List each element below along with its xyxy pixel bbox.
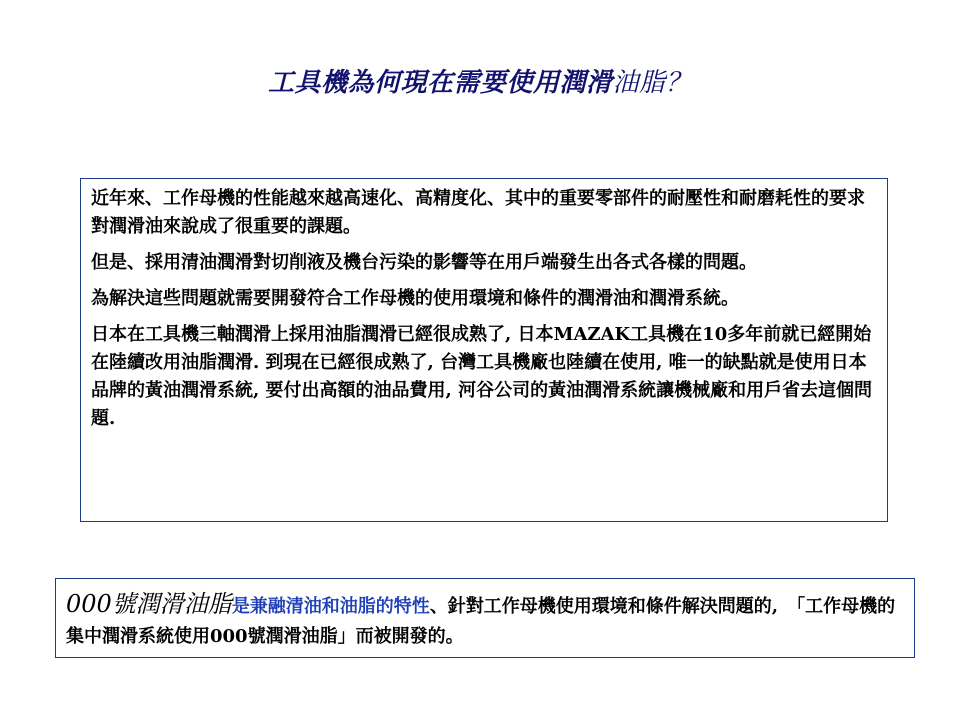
slide-title-tail: 油脂？	[612, 68, 693, 98]
paragraph-problems: 但是、採用清油潤滑對切削液及機台污染的影響等在用戶端發生出各式各樣的問題。	[91, 252, 757, 273]
summary-box	[55, 578, 915, 658]
summary-highlight: 是兼融清油和油脂的特性	[231, 596, 430, 617]
content-box	[80, 178, 888, 522]
paragraph-solution: 為解決這些問題就需要開發符合工作母機的使用環境和條件的潤滑油和潤滑系統。	[91, 288, 739, 309]
product-name: 000號潤滑油脂	[66, 590, 232, 618]
slide-title	[0, 62, 960, 99]
paragraph-background: 日本在工具機三軸潤滑上採用油脂潤滑已經很成熟了, 日本MAZAK工具機在10多年前就已經開始在陸續改用油脂潤滑. 到現在已經很成熟了, 台灣工具機廠也陸續在使用, 唯一的缺點就是使用日本品牌的黃油潤滑系統, 要付出高額的油品費用, 河谷公司的黃油潤滑系統讓機械廠和用戶省去這個問題.	[91, 324, 873, 429]
slide-title-main: 工具機為何現在需要使用潤滑	[267, 68, 613, 98]
paragraph-performance: 近年來、工作母機的性能越來越高速化、高精度化、其中的重要零部件的耐壓性和耐磨耗性的要求對潤滑油來說成了很重要的課題。	[91, 188, 865, 237]
summary-text: 、針對工作母機使用環境和條件解決問題的, 「工作母機的集中潤滑系統使用000號潤滑油脂」而被開發的。	[66, 596, 896, 647]
